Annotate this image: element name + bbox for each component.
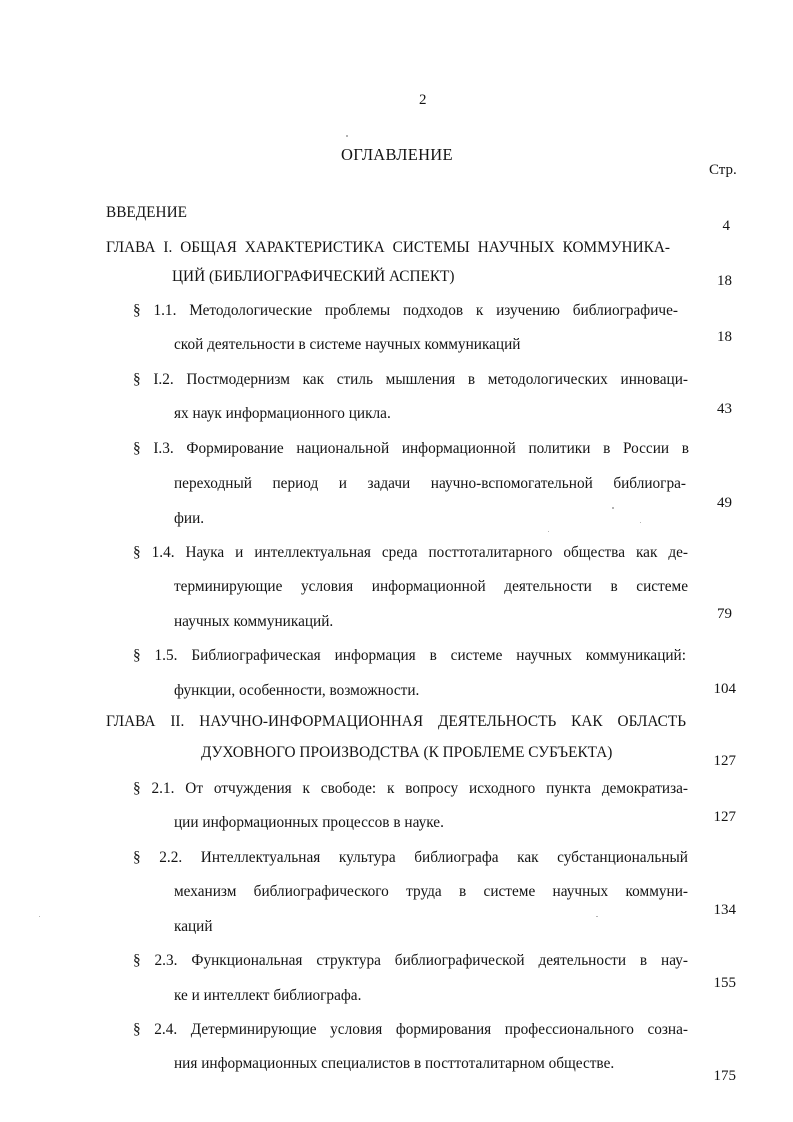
toc-line: ДУХОВНОГО ПРОИЗВОДСТВА (К ПРОБЛЕМЕ СУБЪЕКТА) (201, 744, 613, 761)
toc-page-number: 49 (717, 495, 732, 511)
toc-line: функции, особенности, возможности. (174, 682, 420, 699)
toc-line: § 1.5. Библиографическая информация в системе научных коммуникаций: (133, 647, 686, 664)
toc-page-number: 127 (713, 809, 736, 825)
toc-page-number: 4 (722, 218, 730, 234)
toc-page-number: 43 (717, 401, 732, 417)
toc-line: § 1.4. Наука и интеллектуальная среда посттоталитарного общества как де- (133, 544, 688, 561)
toc-line: § 2.1. От отчуждения к свободе: к вопросу исходного пункта демократиза- (133, 780, 688, 797)
toc-line: § I.3. Формирование национальной информационной политики в России в (133, 440, 689, 457)
page-column-label: Стр. (709, 162, 737, 178)
scan-speck (612, 507, 614, 509)
toc-line: § 1.1. Методологические проблемы подходов к изучению библиографиче- (133, 302, 678, 319)
toc-line: ке и интеллект библиографа. (174, 987, 362, 1004)
toc-line: ции информационных процессов в науке. (174, 814, 444, 831)
toc-page-number: 175 (713, 1068, 736, 1084)
toc-line: § 2.2. Интеллектуальная культура библиографа как субстанциональный (133, 849, 688, 866)
toc-line: механизм библиографического труда в системе научных коммуни- (174, 883, 688, 900)
toc-line: § 2.3. Функциональная структура библиографической деятельности в нау- (133, 952, 688, 969)
toc-line: ЦИЙ (БИБЛИОГРАФИЧЕСКИЙ АСПЕКТ) (172, 268, 455, 285)
toc-line: терминирующие условия информационной деятельности в системе (174, 578, 688, 595)
toc-page-number: 127 (713, 753, 736, 769)
toc-page-number: 134 (713, 902, 736, 918)
toc-line: § 2.4. Детерминирующие условия формирования профессионального созна- (133, 1021, 688, 1038)
toc-line: ГЛАВА I. ОБЩАЯ ХАРАКТЕРИСТИКА СИСТЕМЫ НАУЧНЫХ КОММУНИКА- (106, 239, 670, 256)
toc-page-number: 79 (717, 606, 732, 622)
page-number: 2 (419, 92, 427, 108)
toc-line: фии. (174, 510, 205, 527)
toc-line: § I.2. Постмодернизм как стиль мышления в методологических инноваци- (133, 371, 688, 388)
toc-line: ГЛАВА II. НАУЧНО-ИНФОРМАЦИОННАЯ ДЕЯТЕЛЬНОСТЬ КАК ОБЛАСТЬ (106, 713, 686, 730)
scan-speck (39, 916, 40, 917)
toc-page-number: 18 (717, 329, 732, 345)
toc-page-number: 104 (713, 681, 736, 697)
scan-speck (548, 531, 549, 532)
toc-page-number: 18 (717, 273, 732, 289)
toc-line: ях наук информационного цикла. (174, 405, 391, 422)
scan-speck (640, 522, 641, 523)
page-title: ОГЛАВЛЕНИЕ (341, 145, 453, 164)
toc-line: переходный период и задачи научно-вспомогательной библиогра- (174, 475, 686, 492)
toc-line: ВВЕДЕНИЕ (106, 204, 187, 221)
toc-line: ния информационных специалистов в посттоталитарном обществе. (174, 1055, 615, 1072)
toc-page-number: 155 (713, 975, 736, 991)
toc-line: ской деятельности в системе научных коммуникаций (174, 336, 521, 353)
scan-speck (596, 916, 598, 917)
toc-line: научных коммуникаций. (174, 613, 334, 630)
scan-speck (346, 135, 348, 137)
toc-line: каций (174, 918, 213, 935)
